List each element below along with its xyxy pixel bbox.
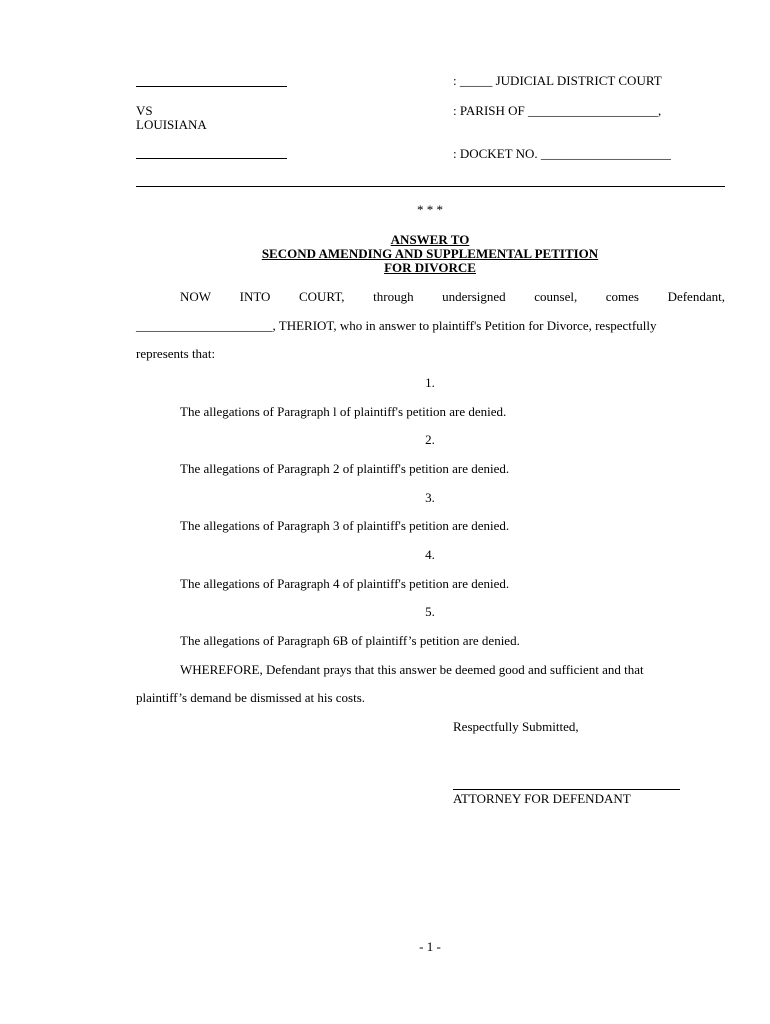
paragraph-text: The allegations of Paragraph 2 of plaintiff's petition are denied. — [180, 461, 510, 476]
document-title-line-2: SECOND AMENDING AND SUPPLEMENTAL PETITION — [261, 246, 599, 261]
paragraph-number: 2. — [425, 432, 435, 447]
wherefore-line-2: plaintiff’s demand be dismissed at his costs. — [136, 690, 366, 705]
louisiana-label: LOUISIANA — [136, 117, 207, 132]
paragraph-text: The allegations of Paragraph 3 of plaintiff's petition are denied. — [180, 518, 510, 533]
attorney-label: ATTORNEY FOR DEFENDANT — [453, 791, 631, 806]
intro-word: counsel, — [534, 289, 578, 304]
paragraph-number: 5. — [425, 604, 435, 619]
paragraph-text: The allegations of Paragraph 4 of plaintiff's petition are denied. — [180, 576, 510, 591]
document-title-line-3: FOR DIVORCE — [384, 260, 476, 275]
docket-heading: : DOCKET NO. ____________________ — [453, 146, 671, 161]
intro-line-3: represents that: — [136, 346, 216, 361]
intro-word: undersigned — [442, 289, 506, 304]
signature-line — [453, 789, 680, 790]
vs-label: VS — [136, 103, 153, 118]
intro-line-1 — [180, 289, 725, 304]
intro-word: Defendant, — [667, 289, 725, 304]
intro-line-2: _____________________, THERIOT, who in answer to plaintiff's Petition for Divorce, respectfully — [136, 318, 657, 333]
page-number: - 1 - — [419, 939, 441, 954]
section-stars: * * * — [417, 202, 443, 217]
intro-word: NOW — [180, 289, 212, 304]
court-heading: : _____ JUDICIAL DISTRICT COURT — [453, 73, 662, 88]
document-title-line-1: ANSWER TO — [390, 232, 470, 247]
paragraph-text: The allegations of Paragraph 6B of plaintiff’s petition are denied. — [180, 633, 520, 648]
parish-heading: : PARISH OF ____________________, — [453, 103, 662, 118]
intro-word: through — [373, 289, 414, 304]
intro-word: INTO — [239, 289, 271, 304]
paragraph-number: 4. — [425, 547, 435, 562]
plaintiff-name-line — [136, 86, 287, 87]
intro-word: comes — [605, 289, 639, 304]
intro-word: COURT, — [298, 289, 345, 304]
respectfully-submitted: Respectfully Submitted, — [453, 719, 579, 734]
paragraph-number: 3. — [425, 490, 435, 505]
defendant-name-line — [136, 158, 287, 159]
paragraph-number: 1. — [425, 375, 435, 390]
paragraph-text: The allegations of Paragraph l of plaintiff's petition are denied. — [180, 404, 507, 419]
caption-divider — [136, 186, 725, 187]
wherefore-line-1: WHEREFORE, Defendant prays that this answer be deemed good and sufficient and that — [180, 662, 644, 677]
